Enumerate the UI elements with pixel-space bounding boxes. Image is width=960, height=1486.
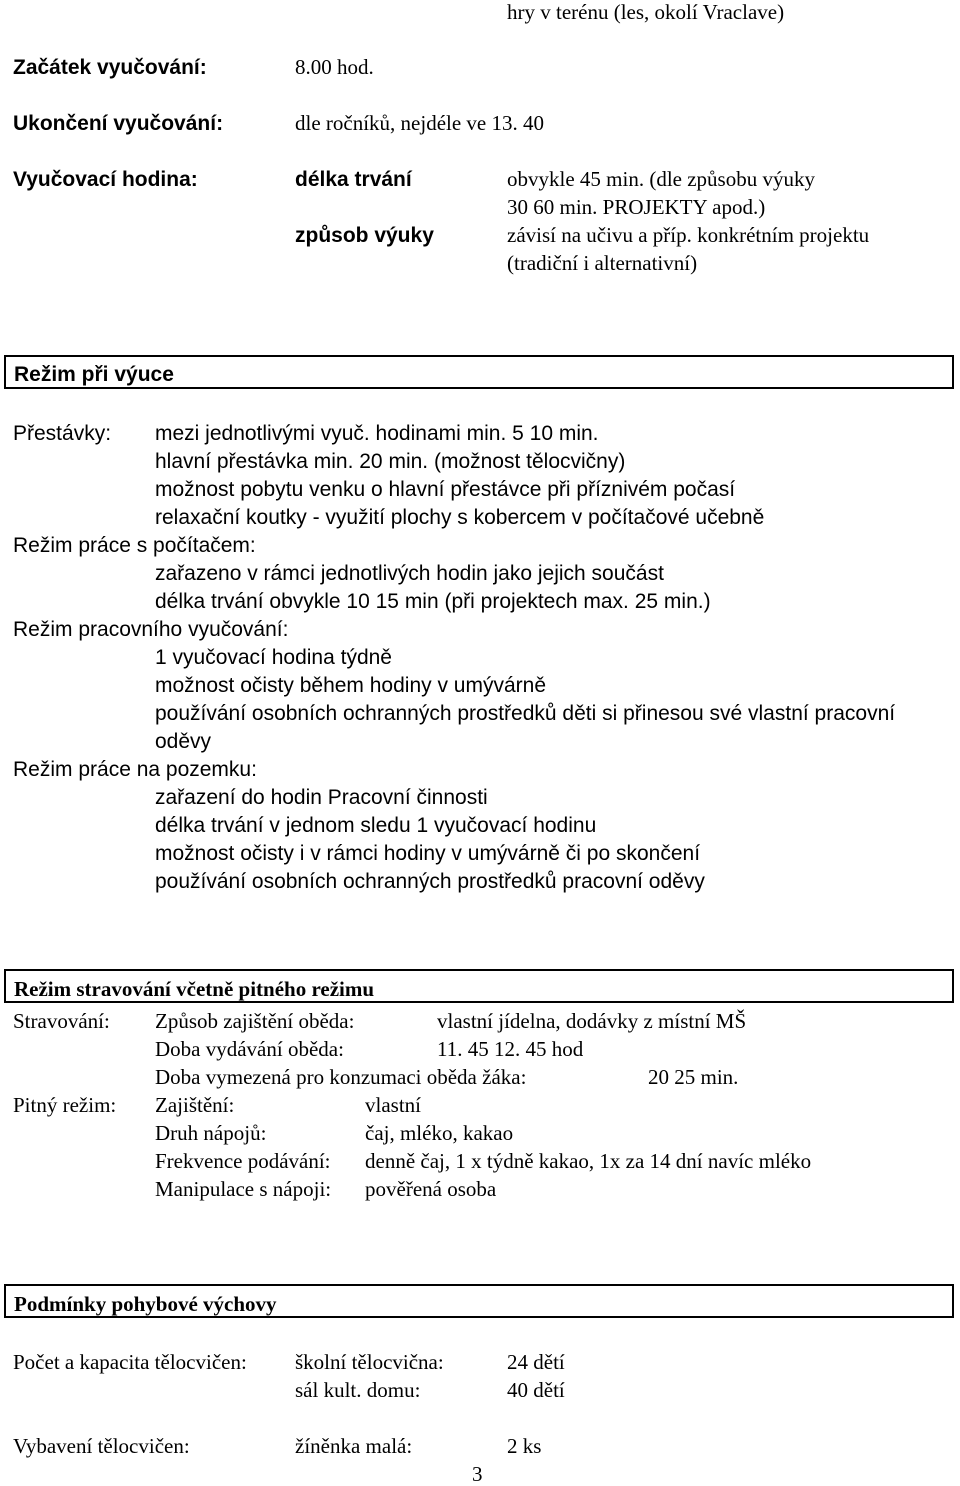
duration-value-1: obvykle 45 min. (dle způsobu výuky <box>507 167 815 191</box>
land-line: používání osobních ochranných prostředků pracovní oděvy <box>155 870 705 893</box>
start-label: Začátek vyučování: <box>13 56 207 79</box>
start-value: 8.00 hod. <box>295 55 374 79</box>
mat-value: 2 ks <box>507 1434 542 1458</box>
lesson-label: Vyučovací hodina: <box>13 168 198 191</box>
provision-value: vlastní <box>365 1093 421 1117</box>
handling-label: Manipulace s nápoji: <box>155 1177 332 1201</box>
meals-heading-box <box>4 969 954 1003</box>
frequency-label: Frekvence podávání: <box>155 1149 331 1173</box>
method-value-1: závisí na učivu a příp. konkrétním projektu <box>507 223 870 247</box>
lunch-method-label: Způsob zajištění oběda: <box>155 1009 355 1033</box>
land-label: Režim práce na pozemku: <box>13 758 257 781</box>
mat-label: žíněnka malá: <box>295 1434 413 1458</box>
regime-heading: Režim při výuce <box>14 363 174 386</box>
computer-line: zařazeno v rámci jednotlivých hodin jako jejich součást <box>155 562 664 585</box>
lunch-time-label: Doba vydávání oběda: <box>155 1037 344 1061</box>
computer-label: Režim práce s počítačem: <box>13 534 256 557</box>
hall-value: 40 dětí <box>507 1378 565 1402</box>
work-label: Režim pracovního vyučování: <box>13 618 289 641</box>
hall-label: sál kult. domu: <box>295 1378 421 1402</box>
continued-line: hry v terénu (les, okolí Vraclave) <box>507 0 785 24</box>
capacity-label: Počet a kapacita tělocvičen: <box>13 1350 247 1374</box>
provision-label: Zajištění: <box>155 1093 235 1117</box>
eating-time-value: 20 25 min. <box>648 1065 739 1089</box>
regime-heading-box <box>4 355 954 389</box>
land-line: možnost očisty i v rámci hodiny v umývárně či po skončení <box>155 842 701 865</box>
break-line: mezi jednotlivými vyuč. hodinami min. 5 10 min. <box>155 422 599 445</box>
break-line: relaxační koutky - využití plochy s kobercem v počítačové učebně <box>155 506 765 529</box>
types-value: čaj, mléko, kakao <box>365 1121 514 1145</box>
meals-heading: Režim stravování včetně pitného režimu <box>14 977 375 1001</box>
work-line: 1 vyučovací hodina týdně <box>155 646 392 669</box>
computer-line: délka trvání obvykle 10 15 min (při projektech max. 25 min.) <box>155 590 711 613</box>
page-number: 3 <box>472 1462 483 1486</box>
method-value-2: (tradiční i alternativní) <box>507 251 698 275</box>
lunch-time-value: 11. 45 12. 45 hod <box>437 1037 584 1061</box>
drink-label: Pitný režim: <box>13 1093 117 1117</box>
eating-time-label: Doba vymezená pro konzumaci oběda žáka: <box>155 1065 527 1089</box>
pe-heading: Podmínky pohybové výchovy <box>14 1292 277 1316</box>
end-label: Ukončení vyučování: <box>13 112 224 135</box>
lunch-method-value: vlastní jídelna, dodávky z místní MŠ <box>437 1009 747 1033</box>
pe-heading-box <box>4 1284 954 1318</box>
gym-value: 24 dětí <box>507 1350 565 1374</box>
duration-value-2: 30 60 min. PROJEKTY apod.) <box>507 195 766 219</box>
equipment-label: Vybavení tělocvičen: <box>13 1434 190 1458</box>
land-line: délka trvání v jednom sledu 1 vyučovací hodinu <box>155 814 597 837</box>
work-line: používání osobních ochranných prostředků děti si přinesou své vlastní pracovní <box>155 702 896 725</box>
types-label: Druh nápojů: <box>155 1121 267 1145</box>
handling-value: pověřená osoba <box>365 1177 497 1201</box>
meals-label: Stravování: <box>13 1009 110 1033</box>
breaks-label: Přestávky: <box>13 422 112 445</box>
work-line: možnost očisty během hodiny v umývárně <box>155 674 547 697</box>
land-line: zařazení do hodin Pracovní činnosti <box>155 786 488 809</box>
frequency-value: denně čaj, 1 x týdně kakao, 1x za 14 dní navíc mléko <box>365 1149 812 1173</box>
break-line: možnost pobytu venku o hlavní přestávce při příznivém počasí <box>155 478 736 501</box>
gym-label: školní tělocvična: <box>295 1350 444 1374</box>
end-value: dle ročníků, nejdéle ve 13. 40 <box>295 111 545 135</box>
work-line: oděvy <box>155 730 212 753</box>
break-line: hlavní přestávka min. 20 min. (možnost tělocvičny) <box>155 450 626 473</box>
method-label: způsob výuky <box>295 224 434 247</box>
duration-label: délka trvání <box>295 168 412 191</box>
